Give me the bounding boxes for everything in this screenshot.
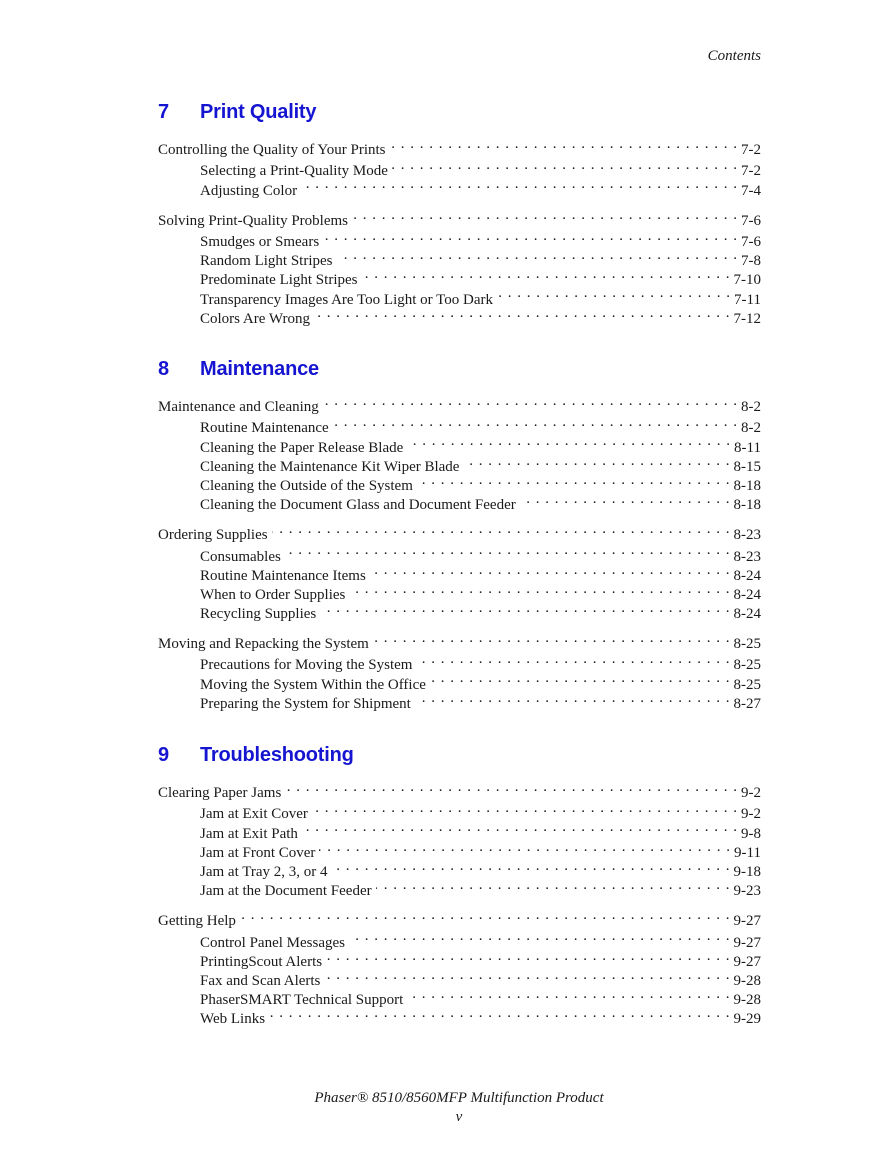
toc-entry-page: 8-2 <box>741 420 761 437</box>
chapter-section <box>158 100 761 334</box>
toc-section-entry[interactable] <box>158 135 761 159</box>
dot-leader <box>361 265 729 284</box>
toc-entry-title: Routine Maintenance <box>200 420 329 437</box>
dot-leader <box>324 966 729 985</box>
toc-entry-page: 9-2 <box>741 785 761 802</box>
toc-entry-page: 8-18 <box>733 477 761 494</box>
toc-entry-title: Getting Help <box>158 913 236 930</box>
toc-entry-title: Consumables <box>200 548 281 565</box>
toc-entry-title: Maintenance and Cleaning <box>158 399 319 416</box>
toc-entry-page: 7-12 <box>733 310 761 327</box>
toc-entry-page: 7-8 <box>741 253 761 270</box>
toc-entry-title: PrintingScout Alerts <box>200 953 323 970</box>
dot-leader <box>349 927 730 946</box>
chapter-number: 8 <box>158 357 169 380</box>
dot-leader <box>415 689 730 708</box>
toc-entry-title: Jam at Exit Path <box>200 825 298 842</box>
dot-leader <box>373 629 730 648</box>
toc-entry-title: Controlling the Quality of Your Prints <box>158 142 386 159</box>
chapter-heading <box>158 743 761 767</box>
chapter-title: Maintenance <box>200 357 319 380</box>
dot-leader <box>333 413 737 432</box>
toc-section-entry[interactable] <box>158 392 761 416</box>
dot-leader <box>285 778 737 797</box>
dot-leader <box>240 906 730 925</box>
toc-entry-page: 9-28 <box>733 992 761 1009</box>
dot-leader <box>497 284 730 303</box>
dot-leader <box>337 246 738 265</box>
dot-leader <box>392 156 737 175</box>
toc-entry-page: 9-27 <box>733 934 761 951</box>
dot-leader <box>520 490 730 509</box>
dot-leader <box>314 304 730 323</box>
toc-entry-page: 9-18 <box>733 863 761 880</box>
toc-entry-title: Jam at Tray 2, 3, or 4 <box>200 863 328 880</box>
dot-leader <box>332 857 730 876</box>
dot-leader <box>376 876 730 895</box>
toc-entry-title: Smudges or Smears <box>200 233 320 250</box>
toc-entry-page: 9-8 <box>741 825 761 842</box>
toc-entry-title: Precautions for Moving the System <box>200 657 413 674</box>
toc-entry-title: Random Light Stripes <box>200 253 333 270</box>
dot-leader <box>407 985 729 1004</box>
toc-entry-title: Adjusting Color <box>200 182 298 199</box>
toc-group <box>158 135 761 199</box>
dot-leader <box>326 947 729 966</box>
toc-entry-title: When to Order Supplies <box>200 586 346 603</box>
toc-entry-title: Jam at the Document Feeder <box>200 883 372 900</box>
toc-section-entry[interactable] <box>158 906 761 930</box>
toc-section-entry[interactable] <box>158 520 761 544</box>
toc-entry-page: 8-18 <box>733 497 761 514</box>
toc-entry-title: Cleaning the Outside of the System <box>200 477 413 494</box>
dot-leader <box>285 541 730 560</box>
chapter-section <box>158 743 761 1034</box>
toc-entry-title: Fax and Scan Alerts <box>200 972 321 989</box>
footer-product-name: Phaser® 8510/8560MFP Multifunction Product <box>314 1090 604 1106</box>
toc-section-entry[interactable] <box>158 629 761 653</box>
toc-entry-page: 8-15 <box>733 458 761 475</box>
footer-page-number: v <box>455 1109 463 1125</box>
chapter-title: Print Quality <box>200 100 317 123</box>
toc-entry-page: 8-24 <box>733 586 761 603</box>
toc-entry-page: 8-23 <box>733 548 761 565</box>
toc-entry-page: 9-29 <box>733 1011 761 1028</box>
toc-entry-page: 8-25 <box>733 657 761 674</box>
chapter-number: 9 <box>158 743 169 766</box>
dot-leader <box>301 175 737 194</box>
dot-leader <box>352 206 737 225</box>
toc-entry-title: Clearing Paper Jams <box>158 785 282 802</box>
dot-leader <box>417 471 730 490</box>
toc-entry-title: Recycling Supplies <box>200 606 317 623</box>
toc-entry-title: Cleaning the Paper Release Blade <box>200 439 404 456</box>
toc-list <box>158 392 761 712</box>
toc-entry-page: 7-10 <box>733 272 761 289</box>
toc-section-entry[interactable] <box>158 206 761 229</box>
toc-group <box>158 392 761 514</box>
toc-subsection-entry[interactable] <box>158 927 761 951</box>
toc-entry-title: Jam at Exit Cover <box>200 806 308 823</box>
dot-leader <box>390 135 737 154</box>
toc-entry-page: 8-25 <box>733 636 761 653</box>
dot-leader <box>319 838 730 857</box>
dot-leader <box>323 227 737 246</box>
toc-entry-page: 7-2 <box>741 163 761 180</box>
toc-entry-page: 8-27 <box>733 695 761 712</box>
toc-entry-title: Routine Maintenance Items <box>200 567 366 584</box>
toc-group <box>158 520 761 623</box>
toc-entry-title: Jam at Front Cover <box>200 844 316 861</box>
running-header: Contents <box>707 48 761 64</box>
toc-entry-page: 9-27 <box>733 953 761 970</box>
toc-entry-page: 8-11 <box>734 439 761 456</box>
toc-entry-title: Ordering Supplies <box>158 527 268 544</box>
dot-leader <box>407 432 730 451</box>
chapter-number: 7 <box>158 100 169 123</box>
toc-entry-page: 7-11 <box>734 291 761 308</box>
toc-entry-page: 7-4 <box>741 182 761 199</box>
toc-entry-title: Moving the System Within the Office <box>200 676 426 693</box>
dot-leader <box>349 580 729 599</box>
toc-list <box>158 778 761 1028</box>
dot-leader <box>323 392 737 411</box>
toc-entry-title: Colors Are Wrong <box>200 310 310 327</box>
toc-entry-title: Solving Print-Quality Problems <box>158 212 349 229</box>
toc-group <box>158 778 761 900</box>
toc-list <box>158 135 761 327</box>
toc-entry-page: 7-6 <box>741 212 761 229</box>
toc-entry-page: 7-6 <box>741 233 761 250</box>
toc-entry-title: Transparency Images Are Too Light or Too Dark <box>200 291 493 308</box>
toc-entry-page: 9-27 <box>733 913 761 930</box>
toc-section-entry[interactable] <box>158 778 761 802</box>
dot-leader <box>312 799 737 818</box>
chapter-heading <box>158 357 761 381</box>
toc-entry-title: Web Links <box>200 1011 266 1028</box>
toc-entry-page: 9-2 <box>741 806 761 823</box>
toc-entry-page: 9-28 <box>733 972 761 989</box>
toc-entry-title: PhaserSMART Technical Support <box>200 992 404 1009</box>
dot-leader <box>320 599 729 618</box>
dot-leader <box>302 818 737 837</box>
toc-entry-title: Predominate Light Stripes <box>200 272 358 289</box>
toc-entry-page: 9-11 <box>734 844 761 861</box>
toc-group <box>158 906 761 1028</box>
toc-entry-page: 9-23 <box>733 883 761 900</box>
toc-entry-title: Cleaning the Document Glass and Document Feeder <box>200 497 516 514</box>
toc-entry-title: Moving and Repacking the System <box>158 636 369 653</box>
toc-group <box>158 206 761 327</box>
dot-leader <box>430 669 730 688</box>
toc-entry-title: Selecting a Print-Quality Mode <box>200 163 388 180</box>
dot-leader <box>416 650 729 669</box>
toc-entry-page: 8-24 <box>733 567 761 584</box>
toc-entry-title: Cleaning the Maintenance Kit Wiper Blade <box>200 458 460 475</box>
chapter-heading <box>158 100 761 124</box>
toc-entry-title: Control Panel Messages <box>200 934 345 951</box>
toc-group <box>158 629 761 712</box>
toc-entry-page: 8-24 <box>733 606 761 623</box>
dot-leader <box>272 520 730 539</box>
toc-entry-page: 8-23 <box>733 527 761 544</box>
toc-entry-title: Preparing the System for Shipment <box>200 695 411 712</box>
dot-leader <box>370 561 730 580</box>
toc-entry-page: 7-2 <box>741 142 761 159</box>
toc-entry-page: 8-25 <box>733 676 761 693</box>
dot-leader <box>463 452 729 471</box>
chapter-title: Troubleshooting <box>200 743 354 766</box>
dot-leader <box>269 1004 729 1023</box>
toc-entry-page: 8-2 <box>741 399 761 416</box>
chapter-section <box>158 357 761 719</box>
